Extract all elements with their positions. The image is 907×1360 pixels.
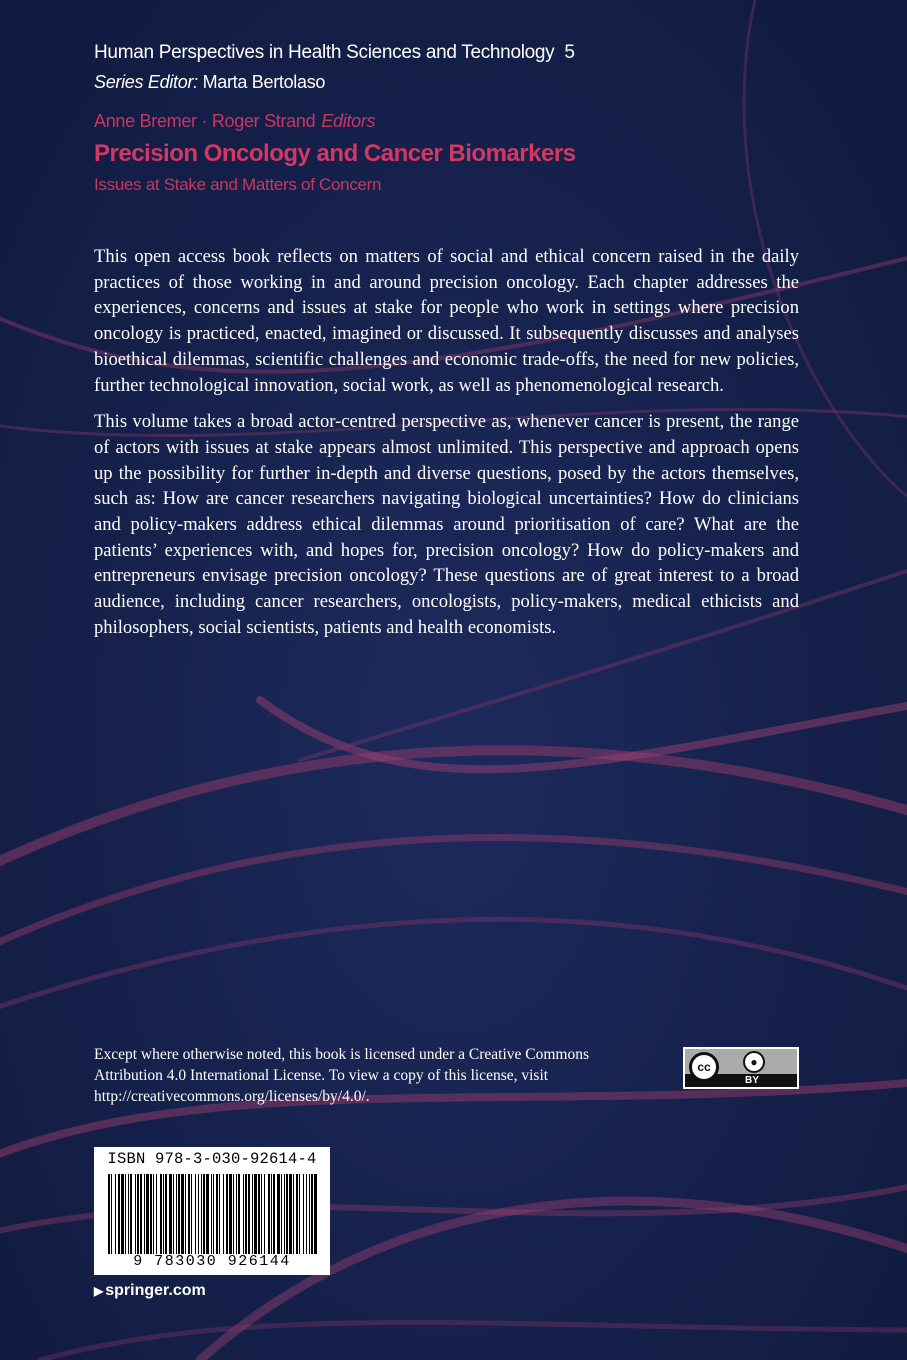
barcode-bar — [144, 1174, 145, 1254]
barcode-bar — [293, 1174, 294, 1254]
barcode-bar — [299, 1174, 300, 1254]
barcode-bar — [156, 1174, 157, 1254]
publisher-label: springer.com — [105, 1282, 206, 1299]
barcode-bar — [254, 1174, 257, 1254]
book-subtitle: Issues at Stake and Matters of Concern — [94, 175, 382, 194]
barcode-bar — [216, 1174, 218, 1254]
series-editor-line — [94, 72, 325, 93]
barcode-bar — [146, 1174, 149, 1254]
barcode-bar — [311, 1174, 313, 1254]
barcode-bar — [268, 1174, 270, 1254]
barcode-bar — [178, 1174, 180, 1254]
publisher-link[interactable] — [94, 1282, 206, 1300]
barcode-bar — [252, 1174, 253, 1254]
barcode-bar — [238, 1174, 240, 1254]
book-editors-line — [94, 111, 375, 132]
isbn-label: ISBN 978-3-030-92614-4 — [107, 1150, 317, 1168]
series-title-line — [94, 42, 575, 64]
license-notice: Except where otherwise noted, this book is licensed under a Creative Commons Attribution 4.0 International License. To view a copy of this license, visit http://creativecommons.org/licenses/by/4.0/. — [94, 1046, 590, 1105]
barcode-bar — [277, 1174, 280, 1254]
barcode-bar — [281, 1174, 282, 1254]
barcode-bar — [223, 1174, 224, 1254]
barcode-bar — [306, 1174, 307, 1254]
barcode-bar — [195, 1174, 196, 1254]
barcode-bar — [236, 1174, 237, 1254]
person-icon: ● — [743, 1051, 765, 1073]
cc-icon: cc — [689, 1052, 719, 1082]
barcode-bar — [198, 1174, 199, 1254]
barcode-bar — [121, 1174, 124, 1254]
barcode-bar — [264, 1174, 265, 1254]
barcode-bar — [108, 1174, 110, 1254]
barcode-bar — [185, 1174, 186, 1254]
badge-by-label: BY — [745, 1075, 759, 1086]
barcode-bar — [229, 1174, 232, 1254]
barcode-bar — [160, 1174, 162, 1254]
blurb-paragraph: This volume takes a broad actor-centred perspective as, whenever cancer is present, the range of actors with issues at stake appears almost unlimited. This perspective and approach opens up the possibility for further in-depth and diverse questions, posed by the actors themselves, such as: How are cancer researchers navigating biological uncertainties? How do clinicians and policy-makers address ethical dilemmas around prioritisation of care? What are the patients’ experiences with, and hopes for, precision oncology? How do policy-makers and entrepreneurs envisage precision oncology? These questions are of great interest to a broad audience, including cancer researchers, oncologists, policy-makers, medical ethicists and philosophers, social scientists, patients and health economists. — [94, 411, 799, 638]
blurb-paragraph: This open access book reflects on matters of social and ethical concern raised in the daily practices of those working in and around precision oncology. Each chapter addresses the experiences, concerns and issues at stake for people who work in settings where precision oncology is practiced, enacted, imagined or discussed. It subsequently discusses and analyses bioethical dilemmas, scientific challenges and economic trade-offs, the need for new policies, further technological innovation, social work, as well as phenomenological research. — [94, 246, 799, 396]
barcode-bar — [248, 1174, 250, 1254]
barcode-bar — [213, 1174, 214, 1254]
book-editors: Anne Bremer · Roger Strand — [94, 111, 316, 131]
series-editor-label: Series Editor: — [94, 72, 198, 92]
barcode — [94, 1147, 330, 1275]
arrow-right-icon: ▶ — [94, 1284, 104, 1298]
barcode-bar — [137, 1174, 139, 1254]
series-editor-name: Marta Bertolaso — [202, 72, 326, 92]
barcode-bar — [258, 1174, 260, 1254]
barcode-bar — [165, 1174, 167, 1254]
barcode-bar — [173, 1174, 174, 1254]
book-editors-role: Editors — [321, 111, 376, 131]
barcode-bar — [153, 1174, 154, 1254]
barcode-bar — [201, 1174, 202, 1254]
barcode-bar — [273, 1174, 275, 1254]
barcode-bar — [233, 1174, 234, 1254]
barcode-bar — [286, 1174, 288, 1254]
barcode-bar — [289, 1174, 292, 1254]
barcode-bar — [271, 1174, 272, 1254]
cc-by-badge — [683, 1047, 799, 1089]
series-title: Human Perspectives in Health Sciences and Technology — [94, 42, 555, 63]
barcode-bar — [203, 1174, 205, 1254]
barcode-bar — [245, 1174, 247, 1254]
barcode-bar — [169, 1174, 172, 1254]
barcode-bar — [135, 1174, 136, 1254]
barcode-digits: 9 783030 926144 — [133, 1253, 291, 1270]
barcode-bar — [128, 1174, 129, 1254]
barcode-bar — [118, 1174, 120, 1254]
barcode-bar — [176, 1174, 177, 1254]
barcode-bar — [125, 1174, 126, 1254]
barcode-bar — [150, 1174, 152, 1254]
barcode-bar — [226, 1174, 228, 1254]
barcode-bar — [284, 1174, 285, 1254]
barcode-bar — [296, 1174, 298, 1254]
barcode-bar — [111, 1174, 112, 1254]
barcode-bar — [188, 1174, 190, 1254]
barcode-bar — [206, 1174, 209, 1254]
barcode-bar — [181, 1174, 184, 1254]
barcode-bar — [303, 1174, 304, 1254]
blurb — [94, 244, 799, 652]
book-title: Precision Oncology and Cancer Biomarkers — [94, 140, 576, 167]
barcode-bar — [261, 1174, 262, 1254]
barcode-bar — [309, 1174, 310, 1254]
series-volume: 5 — [564, 42, 575, 63]
barcode-bar — [219, 1174, 220, 1254]
barcode-bar — [140, 1174, 142, 1254]
barcode-bar — [163, 1174, 164, 1254]
barcode-bar — [211, 1174, 212, 1254]
barcode-bar — [243, 1174, 244, 1254]
barcode-bar — [130, 1174, 132, 1254]
barcode-bar — [191, 1174, 192, 1254]
barcode-bar — [115, 1174, 116, 1254]
barcode-bar — [314, 1174, 317, 1254]
